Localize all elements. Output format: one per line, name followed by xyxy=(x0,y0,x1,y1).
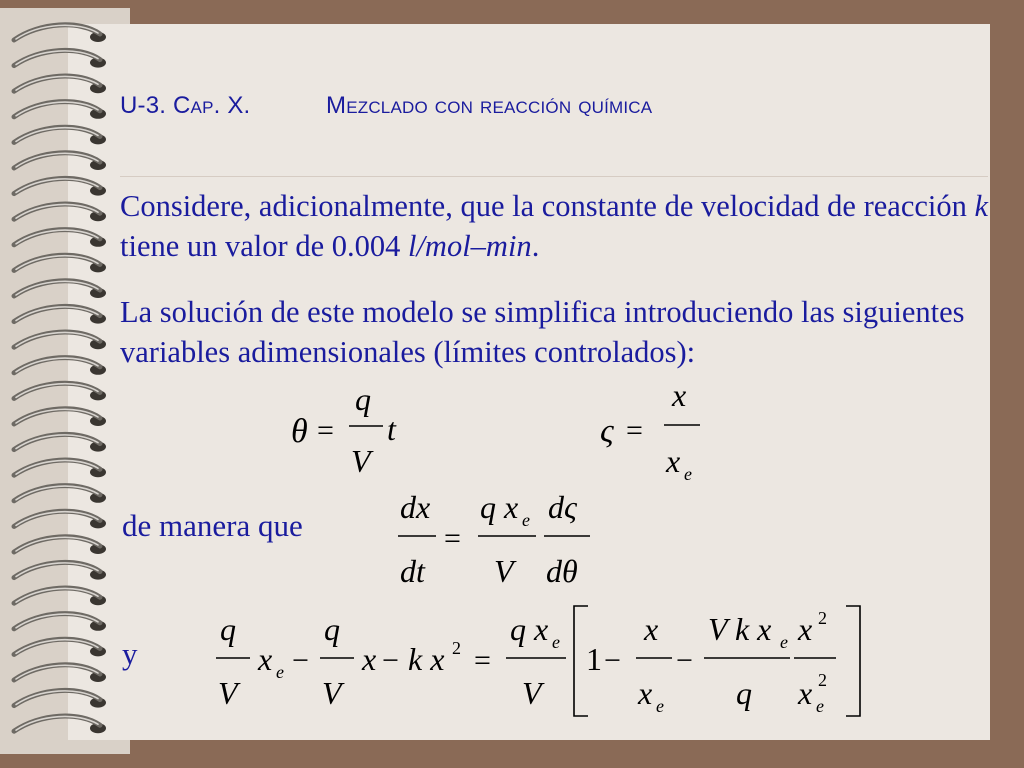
binding-ring xyxy=(14,665,106,682)
svg-text:θ: θ xyxy=(291,413,308,450)
svg-text:x: x xyxy=(666,443,681,479)
binding-ring xyxy=(14,614,106,631)
svg-text:x: x xyxy=(798,611,813,647)
paragraph1-var-k: k xyxy=(974,189,989,223)
svg-text:V: V xyxy=(322,675,342,711)
binding-ring xyxy=(14,127,106,144)
svg-text:V: V xyxy=(522,675,542,711)
header-divider xyxy=(120,176,988,177)
paragraph1-text-a: Considere, adicionalmente, que la constante de velocidad de reacción xyxy=(120,189,975,223)
binding-ring xyxy=(14,25,106,42)
binding-ring xyxy=(14,383,106,400)
svg-text:=: = xyxy=(317,414,334,447)
svg-text:e: e xyxy=(276,662,284,682)
binding-ring xyxy=(14,178,106,195)
binding-ring xyxy=(14,486,106,503)
binding-ring xyxy=(14,639,106,656)
paragraph1-text-b: tiene un valor de 0.004 xyxy=(120,229,408,263)
svg-text:x: x xyxy=(258,641,273,677)
svg-text:−: − xyxy=(292,644,309,677)
connector-de-manera-que: de manera que xyxy=(122,508,303,543)
svg-text:e: e xyxy=(684,464,692,484)
binding-ring xyxy=(14,690,106,707)
binding-ring xyxy=(14,588,106,605)
svg-text:e: e xyxy=(816,696,824,716)
paragraph1-text-c: . xyxy=(531,229,540,263)
binding-ring xyxy=(14,255,106,272)
svg-text:V k x: V k x xyxy=(708,611,772,647)
svg-text:e: e xyxy=(522,510,530,530)
binding-ring xyxy=(14,50,106,67)
svg-text:x: x xyxy=(638,675,653,711)
svg-text:2: 2 xyxy=(818,608,827,628)
binding-ring xyxy=(14,204,106,221)
svg-text:1: 1 xyxy=(586,641,602,677)
svg-text:2: 2 xyxy=(452,638,461,658)
equation-theta xyxy=(285,380,415,480)
svg-text:x: x xyxy=(672,380,687,413)
equation-balance xyxy=(214,596,870,726)
svg-text:dx: dx xyxy=(400,489,431,525)
slide-title: Mezclado con reacción química xyxy=(326,92,653,119)
spiral-binding xyxy=(0,0,120,768)
svg-text:=: = xyxy=(626,414,643,447)
binding-ring xyxy=(14,76,106,93)
binding-ring xyxy=(14,306,106,323)
svg-text:q: q xyxy=(736,675,752,711)
svg-text:dt: dt xyxy=(400,553,425,589)
connector-y: y xyxy=(122,636,138,671)
svg-text:x: x xyxy=(362,641,377,677)
chapter-code: U-3. Cap. X. xyxy=(120,92,251,119)
svg-text:q x: q x xyxy=(480,489,519,525)
svg-text:=: = xyxy=(444,522,461,555)
svg-text:e: e xyxy=(552,632,560,652)
binding-ring xyxy=(14,511,106,528)
paragraph-rate-constant xyxy=(120,186,990,266)
equation-zeta xyxy=(598,380,728,490)
binding-ring xyxy=(14,332,106,349)
paragraph1-unit: l/mol–min xyxy=(407,229,532,263)
svg-text:V: V xyxy=(351,443,371,479)
svg-text:2: 2 xyxy=(818,670,827,690)
svg-text:x: x xyxy=(798,675,813,711)
binding-ring xyxy=(14,716,106,733)
svg-text:e: e xyxy=(780,632,788,652)
svg-text:−: − xyxy=(604,644,621,677)
svg-text:q: q xyxy=(324,611,340,647)
svg-text:k x: k x xyxy=(408,641,445,677)
svg-text:q: q xyxy=(220,611,236,647)
binding-ring xyxy=(14,562,106,579)
paragraph-variables: La solución de este modelo se simplifica introduciendo las siguientes variables adimensionales (límites controlados): xyxy=(120,295,965,369)
svg-text:x: x xyxy=(644,611,659,647)
binding-ring xyxy=(14,230,106,247)
binding-ring xyxy=(14,434,106,451)
svg-text:dθ: dθ xyxy=(546,553,578,589)
binding-ring xyxy=(14,537,106,554)
binding-ring xyxy=(14,358,106,375)
svg-text:−: − xyxy=(676,644,693,677)
svg-text:q: q xyxy=(355,381,371,417)
binding-ring xyxy=(14,153,106,170)
binding-ring xyxy=(14,409,106,426)
svg-text:q x: q x xyxy=(510,611,549,647)
svg-text:dς: dς xyxy=(548,489,577,525)
svg-text:−: − xyxy=(382,644,399,677)
binding-ring xyxy=(14,460,106,477)
svg-text:t: t xyxy=(387,411,396,447)
svg-text:V: V xyxy=(218,675,238,711)
svg-text:V: V xyxy=(494,553,514,589)
equation-derivative xyxy=(394,484,604,594)
svg-text:e: e xyxy=(656,696,664,716)
svg-text:ς: ς xyxy=(600,413,614,450)
binding-ring xyxy=(14,102,106,119)
svg-text:=: = xyxy=(474,644,491,677)
binding-ring xyxy=(14,281,106,298)
